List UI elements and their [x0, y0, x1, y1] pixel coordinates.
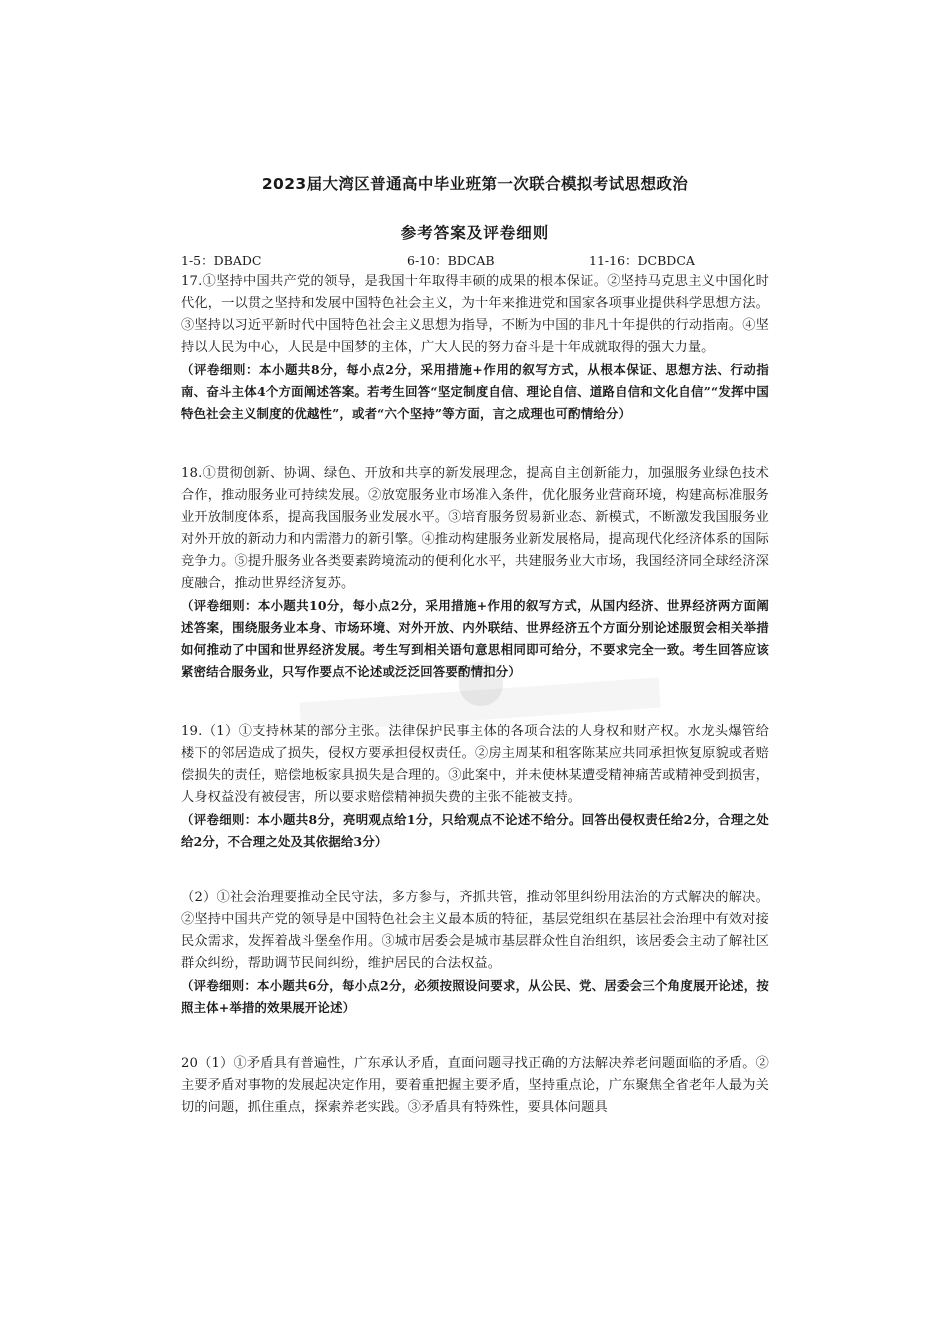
document-title: 2023届大湾区普通高中毕业班第一次联合模拟考试思想政治 — [261, 175, 689, 193]
document-body — [181, 172, 769, 1119]
spacer — [181, 425, 769, 463]
document-subtitle: 参考答案及评卷细则 — [400, 224, 550, 242]
q18-grading-note: （评卷细则：本小题共10分，每小点2分，采用措施+作用的叙写方式，从国内经济、世界经济两方面阐述答案，围绕服务业本身、市场环境、对外开放、内外联结、世界经济五个方面分别论述服贸会相关举措如何推动了中国和世界经济发展。考生写到相关语句意思相同即可给分，不要求完全一致。考生回答应该紧密结合服务业，只写作要点不论述或泛泛回答要酌情扣分） — [181, 598, 769, 679]
q18-answer: 18.①贯彻创新、协调、绿色、开放和共享的新发展理念，提高自主创新能力，加强服务业绿色技术合作，推动服务业可持续发展。②放宽服务业市场准入条件，优化服务业营商环境，构建高标准服务业开放制度体系，提高我国服务业发展水平。③培育服务贸易新业态、新模式，不断激发我国服务业对外开放的新动力和内需潜力的新引擎。④推动构建服务业新发展格局，提高现代化经济体系的国际竞争力。⑤提升服务业各类要素跨境流动的便利化水平，共建服务业大市场，我国经济同全球经济深度融合，推动世界经济复苏。 — [181, 466, 769, 591]
watermark-logo: ● — [450, 641, 511, 717]
q17-grading-note: （评卷细则：本小题共8分，每小点2分，采用措施+作用的叙写方式，从根本保证、思想方法、行动指南、奋斗主体4个方面阐述答案。若考生回答“坚定制度自信、理论自信、道路自信和文化自信”“发挥中国特色社会主义制度的优越性”，或者“六个坚持”等方面，言之成理也可酌情给分） — [181, 362, 769, 421]
q17-answer: 17.①坚持中国共产党的领导，是我国十年取得丰硕的成果的根本保证。②坚持马克思主义中国化时代化，一以贯之坚持和发展中国特色社会主义，为十年来推进党和国家各项事业提供科学思想方法。③坚持以习近平新时代中国特色社会主义思想为指导，不断为中国的非凡十年提供的行动指南。④坚持以人民为中心，人民是中国梦的主体，广大人民的努力奋斗是十年成就取得的强大力量。 — [181, 274, 769, 355]
q20-1-answer: 20（1）①矛盾具有普遍性，广东承认矛盾，直面问题寻找正确的方法解决养老问题面临的矛盾。②主要矛盾对事物的发展起决定作用，要着重把握主要矛盾，坚持重点论，广东聚焦全省老年人最为关切的问题，抓住重点，探索养老实践。③矛盾具有特殊性，要具体问题具 — [181, 1056, 769, 1115]
q19-2-grading-note: （评卷细则：本小题共6分，每小点2分，必须按照设问要求，从公民、党、居委会三个角度展开论述，按照主体+举措的效果展开论述） — [181, 978, 769, 1015]
q19-1-answer: 19.（1）①支持林某的部分主张。法律保护民事主体的各项合法的人身权和财产权。水龙头爆管给楼下的邻居造成了损失，侵权方要承担侵权责任。②房主周某和租客陈某应共同承担恢复原貌或者赔偿损失的责任，赔偿地板家具损失是合理的。③此案中，并未使林某遭受精神痛苦或精神受到损害，人身权益没有被侵害，所以要求赔偿精神损失费的主张不能被支持。 — [181, 724, 769, 805]
spacer — [181, 683, 769, 721]
mc-group-1: 1-5：DBADC — [181, 253, 262, 268]
spacer — [181, 1019, 769, 1053]
q19-2-answer: （2）①社会治理要推动全民守法，多方参与，齐抓共管，推动邻里纠纷用法治的方式解决的解决。②坚持中国共产党的领导是中国特色社会主义最本质的特征，基层党组织在基层社会治理中有效对接民众需求，发挥着战斗堡垒作用。③城市居委会是城市基层群众性自治组织，该居委会主动了解社区群众纠纷，帮助调节民间纠纷，维护居民的合法权益。 — [181, 890, 769, 971]
mc-group-2: 6-10：BDCAB — [407, 253, 495, 268]
multiple-choice-answers — [181, 251, 769, 271]
spacer — [181, 853, 769, 887]
mc-group-3: 11-16：DCBDCA — [589, 253, 695, 268]
q19-1-grading-note: （评卷细则：本小题共8分，亮明观点给1分，只给观点不论述不给分。回答出侵权责任给2分，合理之处给2分，不合理之处及其依据给3分） — [181, 812, 769, 849]
